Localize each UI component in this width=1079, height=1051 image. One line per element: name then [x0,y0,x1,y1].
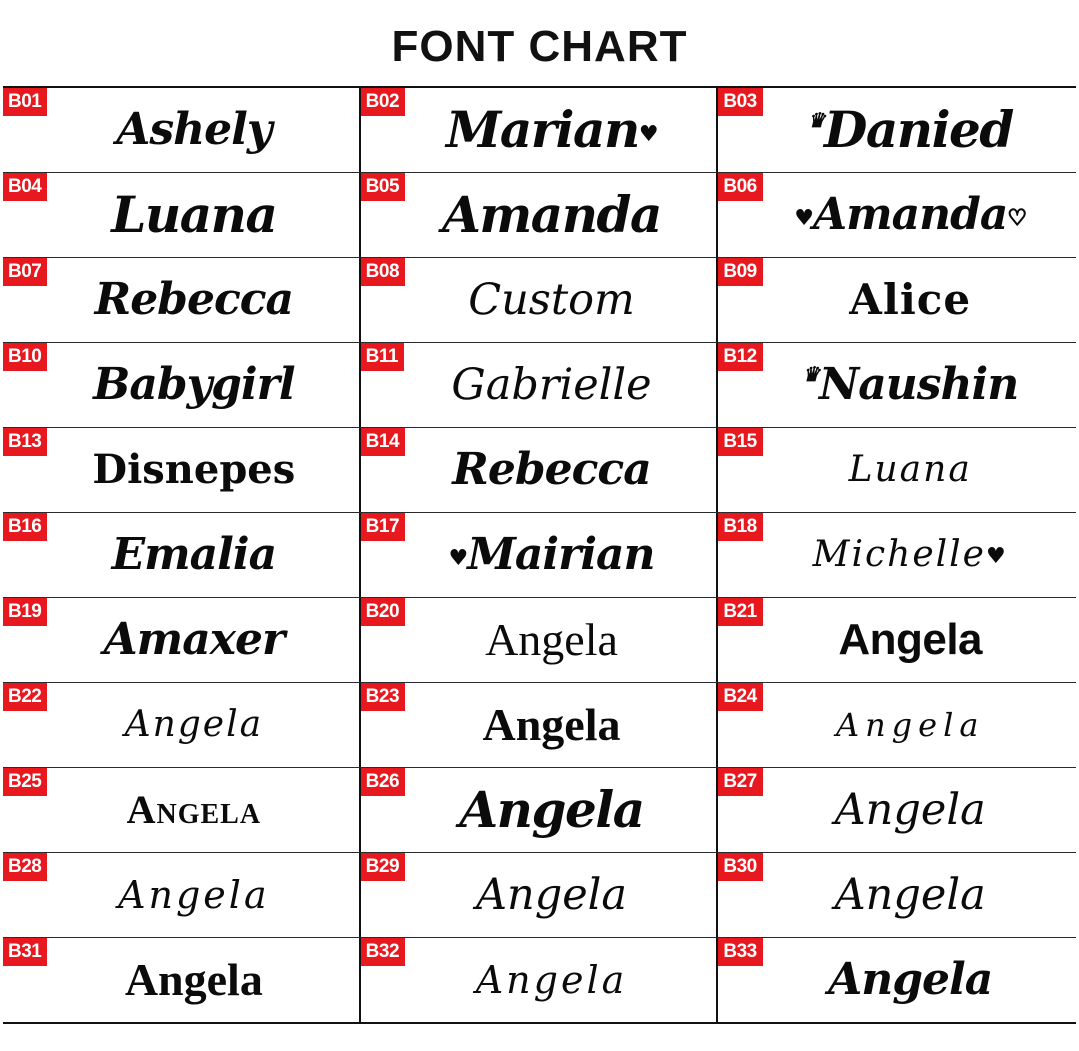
font-sample-text [442,274,635,325]
font-option-b26[interactable] [361,768,719,852]
font-row [3,598,1076,683]
font-code-badge: B27 [718,768,762,796]
font-option-b15[interactable] [718,428,1076,512]
font-sample-label: Angela [475,869,628,920]
font-sample-text [85,185,277,244]
font-option-b23[interactable] [361,683,719,767]
font-sample-label: Angela [835,706,985,744]
font-sample-text [776,359,1019,410]
font-sample-label: Angela [459,780,644,839]
font-code-badge: B31 [3,938,47,966]
font-sample-label: Luana [848,449,972,490]
font-sample-text [810,706,985,744]
font-sample-label: Amanda [442,185,661,244]
font-code-badge: B12 [718,343,762,371]
font-sample-label: Emalia [111,529,277,580]
font-code-badge: B16 [3,513,47,541]
font-code-badge: B09 [718,258,762,286]
font-option-b32[interactable] [361,938,719,1022]
font-code-badge: B24 [718,683,762,711]
font-sample-label: Babygirl [93,359,295,410]
font-sample-text [812,615,983,664]
font-sample-text [86,529,277,580]
font-sample-text [90,104,272,155]
font-sample-label: Angela [838,615,983,664]
font-code-badge: B08 [361,258,405,286]
font-sample-text [67,359,295,410]
font-code-badge: B18 [718,513,762,541]
font-sample-label: Rebecca [94,274,294,325]
font-option-b16[interactable] [3,513,361,597]
font-sample-text [809,869,986,920]
font-code-badge: B26 [361,768,405,796]
font-option-b10[interactable] [3,343,361,427]
font-sample-text [66,446,296,493]
font-sample-label: Michelle [812,534,986,575]
font-sample-label: Amanda [812,189,1008,240]
font-sample-text [809,784,986,835]
font-sample-text [450,958,628,1002]
font-option-b17[interactable] [361,513,719,597]
font-code-badge: B19 [3,598,47,626]
font-sample-label: Ashely [116,104,272,155]
font-sample-label: Angela [834,869,986,920]
font-sample-text [101,787,262,832]
font-row [3,88,1076,173]
font-code-badge: B17 [361,513,405,541]
font-sample-label: Rebecca [452,444,651,495]
font-sample-label: Amaxer [103,614,285,665]
font-code-badge: B06 [718,173,762,201]
font-option-b21[interactable] [718,598,1076,682]
font-option-b25[interactable] [3,768,361,852]
font-option-b28[interactable] [3,853,361,937]
font-code-badge: B23 [361,683,405,711]
font-sample-label: Mairian [467,529,655,580]
font-row [3,853,1076,938]
font-sample-label: Gabrielle [451,359,652,410]
font-sample-text [457,699,621,750]
font-option-b04[interactable] [3,173,361,257]
font-sample-text [433,780,644,839]
font-code-badge: B32 [361,938,405,966]
font-option-b31[interactable] [3,938,361,1022]
font-sample-text [782,100,1013,159]
font-option-b06[interactable] [718,173,1076,257]
heart-outline-icon: ♡ [1007,204,1027,231]
font-code-badge: B30 [718,853,762,881]
font-sample-text [823,275,972,324]
font-option-b27[interactable] [718,768,1076,852]
font-sample-text [450,869,628,920]
font-code-badge: B01 [3,88,47,116]
font-code-badge: B28 [3,853,47,881]
font-sample-label: Naushin [819,359,1019,410]
heart-icon: ♥ [638,121,658,147]
font-option-b14[interactable] [361,428,719,512]
font-code-badge: B03 [718,88,762,116]
heart-icon: ♥ [985,544,1008,569]
page-title: FONT CHART [391,22,688,71]
font-sample-text [422,529,655,580]
font-sample-text [69,274,294,325]
font-sample-label: Angela [124,704,264,745]
font-sample-text [823,449,972,490]
font-option-b24[interactable] [718,683,1076,767]
font-option-b09[interactable] [718,258,1076,342]
font-sample-text [78,614,285,665]
font-option-b13[interactable] [3,428,361,512]
font-code-badge: B22 [3,683,47,711]
font-sample-label: Angela [828,954,993,1005]
font-code-badge: B20 [361,598,405,626]
font-option-b11[interactable] [361,343,719,427]
font-sample-text [768,189,1027,240]
font-sample-text [420,100,658,159]
font-code-badge: B21 [718,598,762,626]
font-row [3,173,1076,258]
font-sample-label: Angela [475,958,628,1002]
font-sample-grid [3,86,1076,1024]
font-sample-text [425,359,652,410]
font-sample-label: Marian [445,100,639,159]
font-code-badge: B15 [718,428,762,456]
font-option-b08[interactable] [361,258,719,342]
heart-icon: ♥ [448,544,468,571]
font-sample-label: Custom [468,274,635,325]
font-row [3,768,1076,853]
font-option-b12[interactable] [718,343,1076,427]
font-code-badge: B33 [718,938,762,966]
font-code-badge: B25 [3,768,47,796]
font-sample-label: Alice [849,275,972,324]
heart-icon: ♥ [794,204,813,231]
font-code-badge: B29 [361,853,405,881]
font-sample-label: Angela [126,787,262,832]
font-row [3,343,1076,428]
font-code-badge: B04 [3,173,47,201]
font-row [3,938,1076,1024]
font-sample-label: Angela [482,699,621,750]
font-sample-label: Luana [111,185,277,244]
font-sample-label: Angela [124,954,263,1005]
font-sample-text [416,185,661,244]
font-sample-text [92,873,270,917]
font-option-b22[interactable] [3,683,361,767]
font-option-b33[interactable] [718,938,1076,1022]
font-option-b29[interactable] [361,853,719,937]
font-sample-label: Danied [823,100,1013,159]
font-option-b19[interactable] [3,598,361,682]
font-code-badge: B13 [3,428,47,456]
font-option-b18[interactable] [718,513,1076,597]
font-sample-text [802,954,993,1005]
font-option-b03[interactable] [718,88,1076,172]
font-row [3,683,1076,768]
font-option-b30[interactable] [718,853,1076,937]
font-code-badge: B11 [361,343,404,371]
font-code-badge: B02 [361,88,405,116]
font-sample-label: Angela [834,784,986,835]
font-option-b02[interactable] [361,88,719,172]
font-option-b07[interactable] [3,258,361,342]
crown-icon: ♛ [802,361,820,386]
font-code-badge: B14 [361,428,405,456]
font-sample-label: Angela [118,873,270,917]
font-sample-text [99,704,264,745]
font-code-badge: B10 [3,343,47,371]
font-sample-text [426,444,651,495]
font-row [3,428,1076,513]
font-sample-text [787,534,1008,575]
font-sample-text [99,954,263,1005]
font-row [3,258,1076,343]
font-sample-label: Disnepes [92,446,296,493]
font-sample-label: Angela [485,614,618,665]
crown-icon: ♛ [807,108,824,132]
font-code-badge: B05 [361,173,405,201]
font-sample-text [459,614,618,665]
font-code-badge: B07 [3,258,47,286]
font-option-b20[interactable] [361,598,719,682]
font-row [3,513,1076,598]
font-option-b05[interactable] [361,173,719,257]
font-option-b01[interactable] [3,88,361,172]
